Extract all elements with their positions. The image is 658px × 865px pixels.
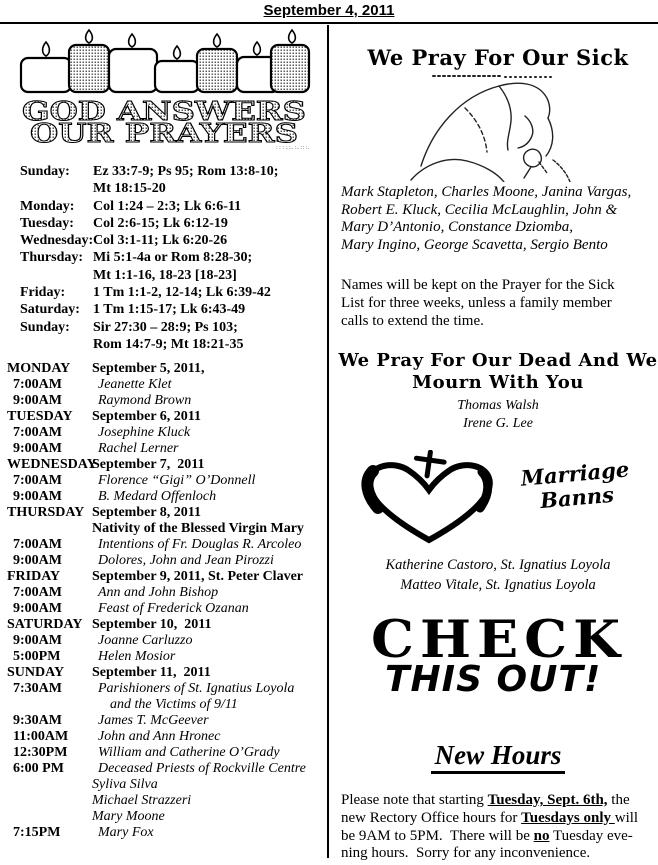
schedule-time-label: 7:30AM [13,681,62,696]
schedule-mass-row [7,697,325,713]
schedule-time-label [7,809,92,825]
reading-row [20,319,320,354]
candles-illustration [13,28,315,156]
mass-schedule-list [7,361,325,841]
sick-name-line: Mary D’Antonio, Constance Dziomba, [341,219,574,235]
schedule-day-row [7,361,325,377]
new-hours-title [338,740,658,771]
schedule-time-label: 9:00AM [13,553,62,568]
schedule-date-text: September 7, 2011 [92,457,205,472]
schedule-mass-row [7,761,325,777]
marriage-banns-illustration [352,450,507,548]
reading-row [20,198,320,215]
mass-intention-text: John and Ann Hronec [98,729,221,744]
new-hours-text: will [614,809,639,826]
schedule-mass-row [7,745,325,761]
new-hours-emphasis: Tuesday, Sept. 6th, [487,792,608,808]
mass-intention-text: Syliva Silva [92,777,158,792]
deceased-name: Irene G. Lee [463,416,533,431]
schedule-mass-row [7,729,325,745]
reading-line: Col 1:24 – 2:3; Lk 6:6-11 [93,198,242,214]
schedule-time-label: 7:00AM [13,537,62,552]
schedule-mass-row [7,425,325,441]
schedule-time-label [7,697,92,713]
schedule-mass-row [7,713,325,729]
schedule-mass-row [7,473,325,489]
mass-intention-text: Jeanette Klet [98,377,172,392]
schedule-day-row [7,569,325,585]
column-divider [327,25,329,858]
dead-title-line: We Pray For Our Dead And We [338,350,658,371]
reading-day-label: Thursday: [20,250,84,266]
new-hours-line [341,810,638,828]
god-answers-prayers-illustration [13,28,315,156]
reading-row [20,163,320,198]
sick-section-title: We Pray For Our Sick [367,45,629,70]
schedule-day-label: SUNDAY [7,665,65,680]
mass-intention-text: James T. McGeever [98,713,209,728]
reading-line: 1 Tm 1:15-17; Lk 6:43-49 [93,302,246,318]
new-hours-text: be 9AM to 5PM. There will be [341,827,534,844]
schedule-mass-row [7,825,325,841]
sick-note-line: List for three weeks, unless a family member [341,295,612,311]
schedule-mass-row [7,777,325,793]
schedule-day-label: TUESDAY [7,409,73,424]
schedule-time-label: 9:00AM [13,393,62,408]
reading-line: Rom 14:7-9; Mt 18:21-35 [93,336,244,352]
schedule-day-label: THURSDAY [7,505,85,520]
new-hours-emphasis: Tuesdays only [521,809,615,826]
schedule-time-label: 6:00 PM [13,761,64,776]
prayers-headline-line2: OUR PRAYERS [30,119,298,149]
schedule-mass-row [7,649,325,665]
reading-day-label: Monday: [20,198,75,214]
mass-intention-text: Michael Strazzeri [92,793,192,808]
schedule-day-label: FRIDAY [7,569,61,584]
mass-intention-text: Deceased Priests of Rockville Centre [98,761,306,776]
mass-intention-text: William and Catherine O’Grady [98,745,280,760]
schedule-mass-row [7,633,325,649]
schedule-mass-row [7,681,325,697]
reading-day-label: Sunday: [20,319,70,335]
schedule-time-label: 7:15PM [13,825,61,840]
new-hours-emphasis: no [533,827,550,844]
weekly-readings-list [20,163,320,353]
schedule-time-label: 9:00AM [13,601,62,616]
reading-citations [93,198,241,215]
reading-citations [93,163,278,198]
reading-citations [93,284,271,301]
schedule-mass-row [7,601,325,617]
sick-name-line: Mark Stapleton, Charles Moone, Janina Vargas, [341,184,632,200]
mass-intention-text: Helen Mosior [98,649,176,664]
schedule-time-label [7,521,92,537]
mass-intention-text: Mary Moone [92,809,165,824]
reading-line: Col 3:1-11; Lk 6:20-26 [93,233,228,249]
schedule-time-label: 11:00AM [13,729,69,744]
schedule-mass-row [7,393,325,409]
schedule-date-text: September 8, 2011 [92,505,202,520]
new-hours-text: ning hours. Sorry for any inconvenience. [341,845,591,862]
reading-day-label: Saturday: [20,302,80,318]
reading-day-label: Sunday: [20,164,70,179]
schedule-time-label: 9:00AM [13,489,62,504]
sick-note-line: Names will be kept on the Prayer for the Sick [341,277,615,293]
check-this-out-line2: THIS OUT! [385,659,602,700]
praying-mary-illustration [405,70,590,182]
reading-citations [93,301,245,318]
candle-group-icon [21,30,309,92]
reading-row [20,249,320,284]
schedule-mass-row [7,377,325,393]
schedule-time-label: 5:00PM [13,649,61,664]
schedule-day-row [7,505,325,521]
banns-couples-list [338,555,658,595]
prayers-headline [22,97,306,149]
mass-intention-text: Josephine Kluck [98,425,191,440]
reading-row [20,301,320,318]
reading-citations [93,232,227,249]
schedule-time-label: 9:00AM [13,633,62,648]
mass-intention-text: Dolores, John and Jean Pirozzi [98,553,274,568]
banns-couple-line: Matteo Vitale, St. Ignatius Loyola [400,577,596,593]
image-credit-marks: : : : :.:.. :.. :: :. [275,145,309,151]
schedule-time-label: 7:00AM [13,425,62,440]
new-hours-line [341,845,638,863]
new-hours-text: Tuesday eve- [549,827,633,844]
marriage-banns-label [508,456,644,515]
schedule-mass-row [7,793,325,809]
reading-line: Ez 33:7-9; Ps 95; Rom 13:8-10; [93,164,279,179]
schedule-day-row [7,409,325,425]
heart-cross-icon [352,450,507,548]
schedule-date-text: September 11, 2011 [92,665,211,680]
reading-line: Sir 27:30 – 28:9; Ps 103; [93,319,238,335]
schedule-day-row [7,457,325,473]
schedule-time-label [7,793,92,809]
reading-row [20,232,320,249]
schedule-mass-row [7,585,325,601]
banns-couple-line: Katherine Castoro, St. Ignatius Loyola [385,557,611,573]
mass-intention-text: B. Medard Offenloch [98,489,217,504]
banns-label-line: Marriage [519,456,631,491]
new-hours-paragraph [341,792,638,863]
mass-intention-text: Feast of Frederick Ozanan [98,601,249,616]
reading-citations [93,319,243,354]
schedule-day-label: SATURDAY [7,617,83,632]
reading-row [20,215,320,232]
schedule-mass-row [7,809,325,825]
schedule-mass-row [7,521,325,537]
reading-line: Col 2:6-15; Lk 6:12-19 [93,215,228,231]
new-hours-line [341,792,638,810]
new-hours-text: Please note that starting [341,792,488,808]
schedule-time-label [7,777,92,793]
schedule-day-label: MONDAY [7,361,71,376]
sick-names-list [341,184,631,254]
mass-intention-text: Joanne Carluzzo [98,633,193,648]
mass-intention-text: Intentions of Fr. Douglas R. Arcoleo [98,537,302,552]
sick-list-note [341,276,615,330]
reading-line: Mt 18:15-20 [93,181,166,197]
reading-line: Mt 1:1-16, 18-23 [18-23] [93,267,237,283]
reading-day-label: Friday: [20,285,66,301]
check-this-out-graphic [371,608,627,700]
dead-names-list [338,397,658,433]
schedule-mass-row [7,441,325,457]
dead-section-title [338,350,658,394]
reading-line: Mi 5:1-4a or Rom 8:28-30; [93,250,253,266]
schedule-time-label: 9:30AM [13,713,62,728]
page-title: September 4, 2011 [263,2,395,19]
sick-note-line: calls to extend the time. [341,313,484,329]
mass-intention-text: Mary Fox [98,825,154,840]
reading-row [20,284,320,301]
mary-icon [405,70,590,182]
reading-citations [93,215,228,232]
dead-title-line: Mourn With You [412,372,584,393]
reading-line: 1 Tm 1:1-2, 12-14; Lk 6:39-42 [93,285,271,301]
schedule-time-label: 9:00AM [13,441,62,456]
new-hours-text: the [607,792,630,808]
schedule-day-row [7,665,325,681]
schedule-mass-row [7,553,325,569]
reading-day-label: Tuesday: [20,215,74,231]
schedule-time-label: 7:00AM [13,473,62,488]
mass-intention-text: Parishioners of St. Ignatius Loyola [98,681,295,696]
schedule-time-label: 7:00AM [13,377,62,392]
schedule-time-label: 12:30PM [13,745,68,760]
schedule-day-label: WEDNESDAY [7,457,97,472]
sick-name-line: Robert E. Kluck, Cecilia McLaughlin, John & [341,201,618,218]
new-hours-title-text: New Hours [431,740,566,774]
new-hours-line [341,828,638,846]
schedule-feast-text: Nativity of the Blessed Virgin Mary [92,521,304,536]
banns-label-line: Banns [539,481,615,514]
mass-intention-text: Florence “Gigi” O’Donnell [98,473,256,488]
reading-citations [93,249,252,284]
mass-intention-text: and the Victims of 9/11 [110,697,238,712]
right-column [338,0,658,865]
sick-name-line: Mary Ingino, George Scavetta, Sergio Bento [341,236,608,253]
schedule-date-text: September 6, 2011 [92,409,202,424]
schedule-time-label: 7:00AM [13,585,62,600]
new-hours-text: new Rectory Office hours for [341,809,522,826]
deceased-name: Thomas Walsh [457,398,539,413]
schedule-day-row [7,617,325,633]
schedule-mass-row [7,489,325,505]
schedule-date-text: September 9, 2011, St. Peter Claver [92,569,303,584]
schedule-mass-row [7,537,325,553]
mass-intention-text: Raymond Brown [98,393,192,408]
mass-intention-text: Rachel Lerner [98,441,179,456]
schedule-date-text: September 5, 2011, [92,361,205,376]
mass-intention-text: Ann and John Bishop [98,585,219,600]
schedule-date-text: September 10, 2011 [92,617,212,632]
check-this-out-line1: CHECK [371,608,627,670]
reading-day-label: Wednesday: [20,233,94,249]
prayers-headline-line1: GOD ANSWERS [22,97,306,127]
